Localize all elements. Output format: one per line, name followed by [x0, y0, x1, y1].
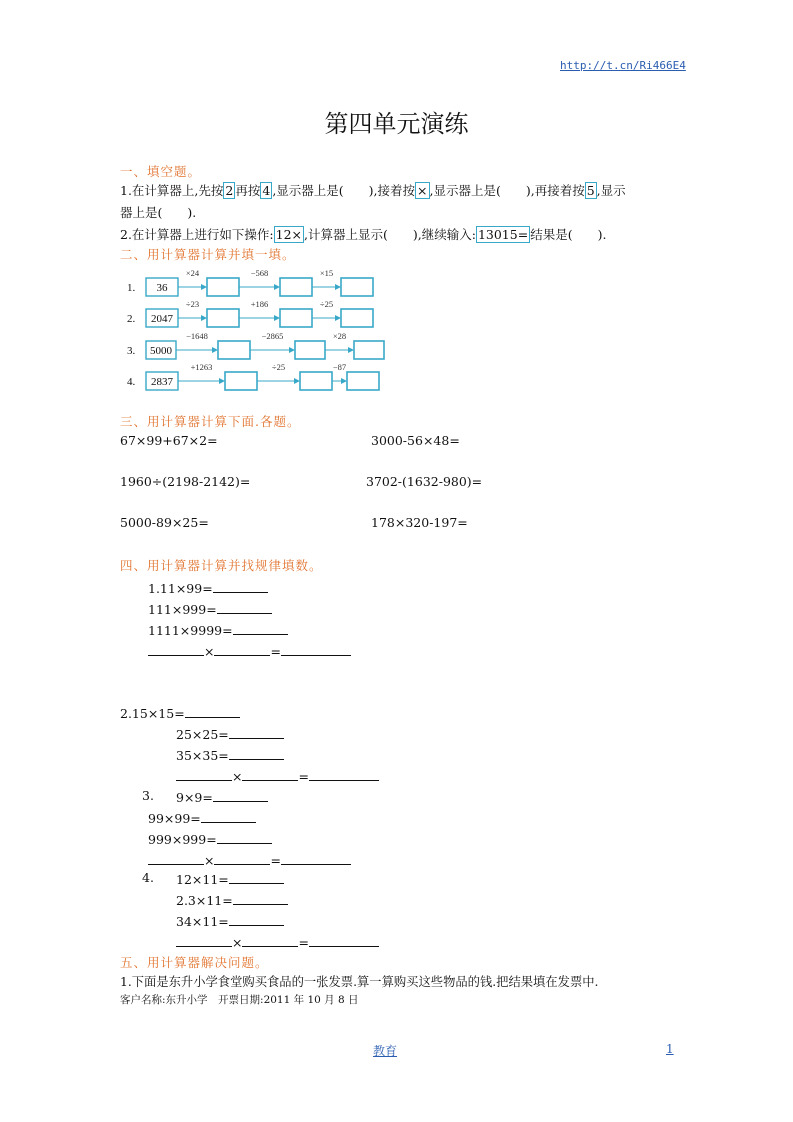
- flow-3-operation-1: −1648: [186, 331, 208, 341]
- answer-blank[interactable]: [242, 933, 298, 947]
- calc-expression-4: 3702-(1632-980)=: [366, 474, 483, 489]
- q2-text-a: 2.在计算器上进行如下操作:: [120, 227, 274, 242]
- calculation-flow-diagrams: [120, 268, 400, 398]
- flow-3-operation-3: ×28: [332, 331, 347, 341]
- flow-3-operation-2: −2865: [261, 331, 284, 341]
- times-sign: ×: [204, 644, 215, 659]
- answer-blank[interactable]: [229, 746, 284, 760]
- q1-text-a: 1.在计算器上,先按: [120, 183, 224, 198]
- pattern-2-row-2: [176, 725, 284, 742]
- calc-expression-3: 1960÷(2198-2142)=: [120, 474, 251, 489]
- pattern-4-expr-2: 2.3×11=: [176, 893, 233, 908]
- pattern-2-expr-2: 25×25=: [176, 727, 229, 742]
- flow-2-number: 2.: [127, 313, 136, 325]
- problem-1-text: 1.下面是东升小学食堂购买食品的一张发票.算一算购买这些物品的钱.把结果填在发票中.: [120, 975, 599, 989]
- pattern-3-expr-2: 99×99=: [148, 811, 201, 826]
- q1-key-2: 2: [225, 183, 234, 198]
- q2-key-13015: 13015=: [477, 227, 529, 242]
- equals-sign: =: [298, 935, 309, 950]
- flow-1-box-2: [207, 278, 239, 296]
- flow-4-operation-3: −87: [332, 362, 347, 372]
- equals-sign: =: [298, 769, 309, 784]
- header-url-link[interactable]: http://t.cn/Ri466E4: [560, 59, 686, 72]
- pattern-1-expr-1: 1.11×99=: [148, 581, 213, 596]
- q1-key-4: 4: [262, 183, 271, 198]
- answer-blank[interactable]: [229, 870, 284, 884]
- q2-text-c: 结果是( ).: [530, 227, 607, 242]
- pattern-4-row-3: [176, 912, 284, 929]
- question-2-line: [120, 225, 606, 243]
- pattern-2-expr-1: 2.15×15=: [120, 706, 185, 721]
- flow-4-number: 4.: [127, 376, 136, 388]
- answer-blank[interactable]: [281, 851, 351, 865]
- pattern-3-row-3: [148, 830, 272, 847]
- q1-text-e: ,显示: [596, 183, 626, 198]
- flow-2-operation-2: +186: [250, 299, 269, 309]
- answer-blank[interactable]: [176, 933, 232, 947]
- question-1-line: [120, 181, 626, 199]
- answer-blank[interactable]: [148, 851, 204, 865]
- pattern-1-expr-2: 111×999=: [148, 602, 217, 617]
- answer-blank[interactable]: [214, 642, 270, 656]
- invoice-client-line: 客户名称:东升小学 开票日期:2011 年 10 月 8 日: [120, 994, 359, 1006]
- pattern-3-expr-3: 999×999=: [148, 832, 217, 847]
- page-number: 1: [666, 1042, 674, 1056]
- answer-blank[interactable]: [229, 725, 284, 739]
- times-sign: ×: [204, 853, 215, 868]
- flow-4-start-value: 2837: [151, 376, 173, 388]
- flow-3-number: 3.: [127, 345, 136, 357]
- footer-link[interactable]: 教育: [373, 1044, 398, 1058]
- flow-4-box-4: [347, 372, 379, 390]
- answer-blank[interactable]: [233, 891, 288, 905]
- pattern-4-number: 4.: [142, 870, 154, 885]
- pattern-2-row-1: [120, 704, 240, 721]
- pattern-4-expr-1: 12×11=: [176, 872, 229, 887]
- q1-text-d: ,显示器上是( ),再接着按: [429, 183, 585, 198]
- times-sign: ×: [232, 769, 243, 784]
- flow-3-box-3: [295, 341, 325, 359]
- flow-1-operation-1: ×24: [185, 268, 200, 278]
- flow-3-box-2: [218, 341, 250, 359]
- answer-blank[interactable]: [148, 642, 204, 656]
- pattern-4-expr-3: 34×11=: [176, 914, 229, 929]
- flow-4-operation-1: +1263: [190, 362, 213, 372]
- pattern-4-row-2: [176, 891, 288, 908]
- pattern-2-row-4: [176, 767, 379, 784]
- answer-blank[interactable]: [229, 912, 284, 926]
- q1-key-times: ×: [417, 183, 428, 198]
- q1-text-b: 再按: [235, 183, 261, 198]
- flow-2-start-value: 2047: [151, 313, 173, 325]
- page-title: 第四单元演练: [324, 110, 469, 138]
- calc-expression-6: 178×320-197=: [371, 515, 468, 530]
- pattern-1-row-3: [148, 621, 288, 638]
- flow-3-start-value: 5000: [150, 345, 172, 357]
- pattern-2-expr-3: 35×35=: [176, 748, 229, 763]
- flow-3-box-4: [354, 341, 384, 359]
- answer-blank[interactable]: [242, 767, 298, 781]
- answer-blank[interactable]: [213, 579, 268, 593]
- flow-1-operation-3: ×15: [319, 268, 334, 278]
- section-3-heading: 三、用计算器计算下面.各题。: [120, 414, 301, 429]
- calc-expression-2: 3000-56×48=: [371, 433, 460, 448]
- flow-2-box-2: [207, 309, 239, 327]
- flow-1-number: 1.: [127, 282, 136, 294]
- pattern-1-row-2: [148, 600, 272, 617]
- answer-blank[interactable]: [217, 830, 272, 844]
- answer-blank[interactable]: [309, 933, 379, 947]
- q2-key-12x: 12×: [275, 227, 303, 242]
- pattern-4-row-4: [176, 933, 379, 950]
- flow-1-box-3: [280, 278, 312, 296]
- answer-blank[interactable]: [201, 809, 256, 823]
- q1-text-c: ,显示器上是( ),接着按: [272, 183, 416, 198]
- question-1-line-2: 器上是( ).: [120, 205, 197, 220]
- section-1-heading: 一、填空题。: [120, 164, 202, 179]
- answer-blank[interactable]: [214, 851, 270, 865]
- pattern-3-number: 3.: [142, 788, 154, 803]
- answer-blank[interactable]: [185, 704, 240, 718]
- answer-blank[interactable]: [176, 767, 232, 781]
- pattern-3-expr-1: 9×9=: [176, 790, 213, 805]
- flow-1-start-value: 36: [156, 282, 168, 294]
- section-4-heading: 四、用计算器计算并找规律填数。: [120, 558, 323, 573]
- flow-2-operation-1: ÷23: [185, 299, 200, 309]
- flow-2-operation-3: ÷25: [319, 299, 334, 309]
- pattern-3-row-4: [148, 851, 351, 868]
- q1-key-5: 5: [586, 183, 595, 198]
- pattern-1-expr-3: 1111×9999=: [148, 623, 233, 638]
- pattern-1-row-4: [148, 642, 351, 659]
- flow-4-operation-2: ÷25: [271, 362, 286, 372]
- pattern-1-row-1: [148, 579, 268, 596]
- flow-4-box-3: [300, 372, 332, 390]
- flow-1-operation-2: −568: [250, 268, 269, 278]
- flow-1-box-4: [341, 278, 373, 296]
- answer-blank[interactable]: [281, 642, 351, 656]
- answer-blank[interactable]: [233, 621, 288, 635]
- calc-expression-1: 67×99+67×2=: [120, 433, 218, 448]
- answer-blank[interactable]: [309, 767, 379, 781]
- section-2-heading: 二、用计算器计算并填一填。: [120, 247, 296, 262]
- q2-text-b: ,计算器上显示( ),继续输入:: [304, 227, 476, 242]
- flow-2-box-3: [280, 309, 312, 327]
- equals-sign: =: [270, 644, 281, 659]
- flow-2-box-4: [341, 309, 373, 327]
- equals-sign: =: [270, 853, 281, 868]
- pattern-3-row-1: [176, 788, 268, 805]
- pattern-3-row-2: [148, 809, 256, 826]
- answer-blank[interactable]: [213, 788, 268, 802]
- calc-expression-5: 5000-89×25=: [120, 515, 209, 530]
- section-5-heading: 五、用计算器解决问题。: [120, 955, 269, 970]
- answer-blank[interactable]: [217, 600, 272, 614]
- pattern-2-row-3: [176, 746, 284, 763]
- pattern-4-row-1: [176, 870, 284, 887]
- flow-4-box-2: [225, 372, 257, 390]
- times-sign: ×: [232, 935, 243, 950]
